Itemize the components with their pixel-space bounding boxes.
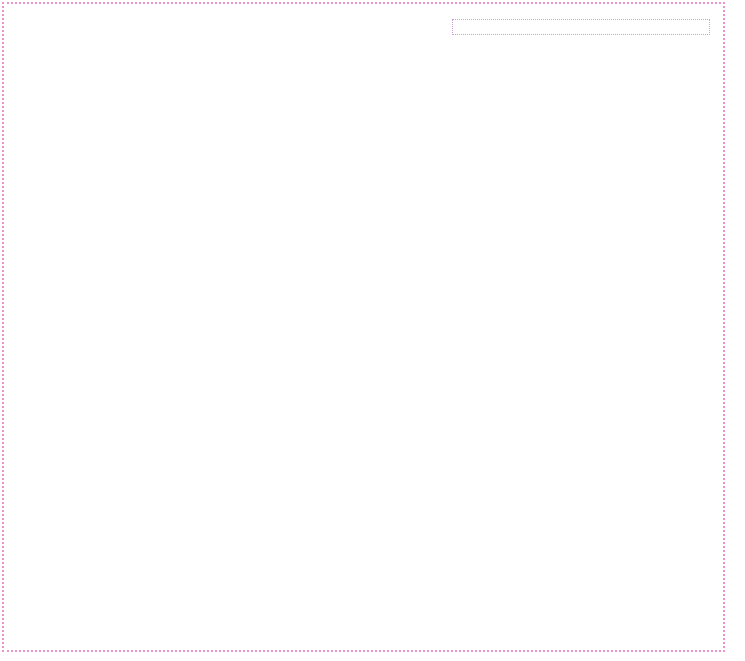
dialogue-card xyxy=(2,2,725,652)
questions-box xyxy=(452,19,710,35)
